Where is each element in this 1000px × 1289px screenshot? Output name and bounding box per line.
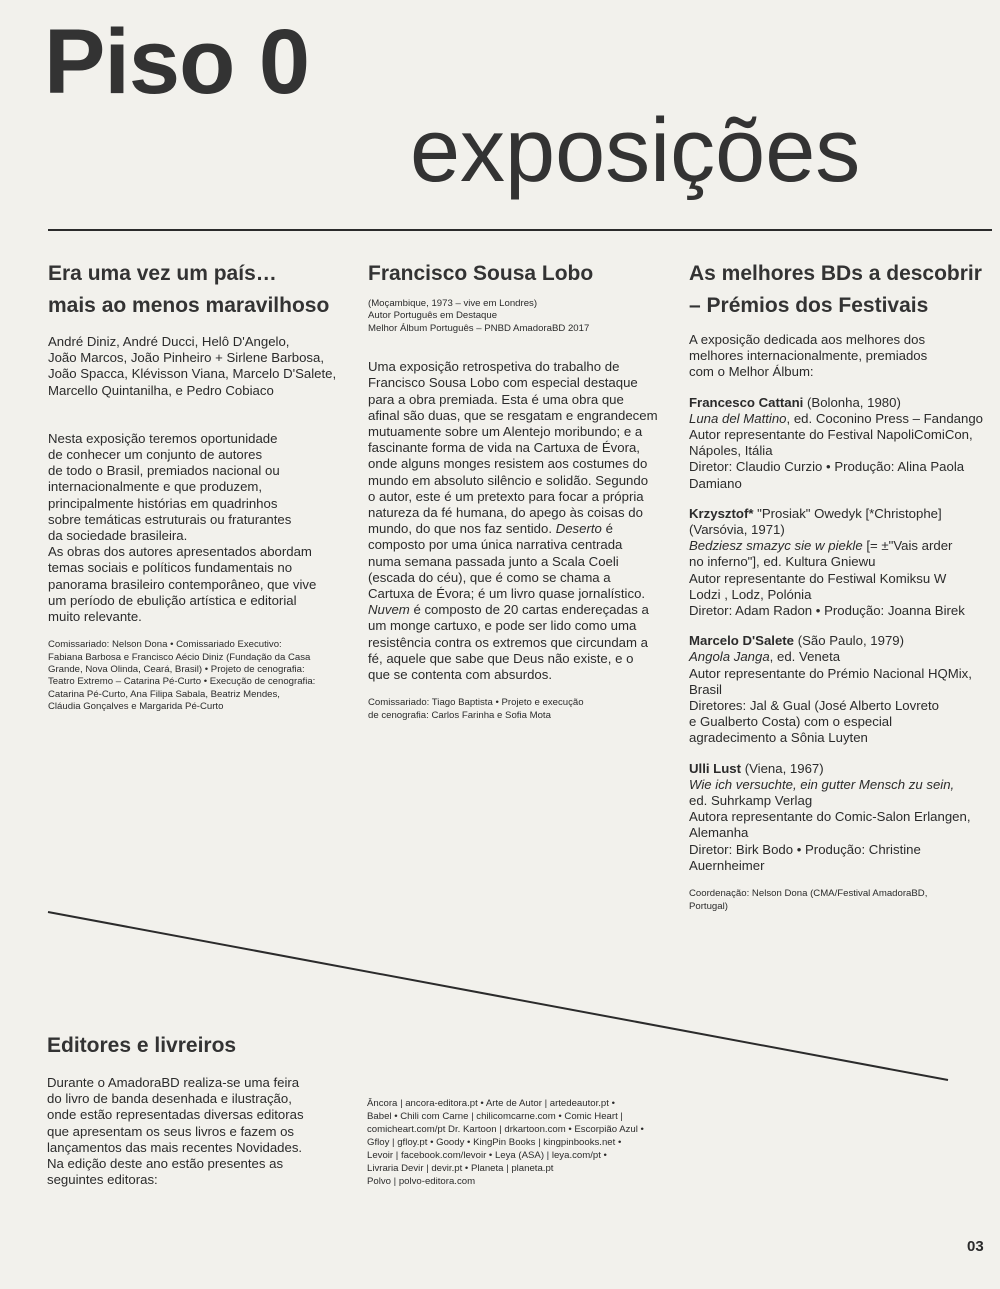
page-number: 03 bbox=[967, 1238, 984, 1255]
award-entry: Francesco Cattani (Bolonha, 1980) Luna del Mattino, ed. Coconino Press – Fandango Autor representante do Festival NapoliComiCon, Nápoles, Itália Diretor: Claudio Curzio • Produção: Alina Paola Damiano bbox=[689, 394, 983, 491]
page-title-line1: Piso 0 bbox=[44, 11, 310, 113]
section-paragraph: Nesta exposição teremos oportunidade de conhecer um conjunto de autores de todo o Brasil, premiados nacional ou internacionalmente e que produzem, principalmente histórias em quadrinhos sobre temáticas estruturais ou fraturantes da sociedade brasileira. As obras dos autores apresentados abordam temas sociais e políticos fundamentais no panorama brasileiro contemporâneo, que vive um período de ebulição artística e editorial muito relevante. bbox=[48, 430, 317, 625]
section-heading: As melhores BDs a descobrir – Prémios dos Festivais bbox=[689, 262, 982, 317]
section-credits: Coordenação: Nelson Dona (CMA/Festival AmadoraBD, Portugal) bbox=[689, 888, 928, 912]
award-entry: Marcelo D'Salete (São Paulo, 1979) Angola Janga, ed. Veneta Autor representante do Prémio Nacional HQMix, Brasil Diretores: Jal & Gual (José Alberto Lovreto e Gualberto Costa) com o especial agradecimento a Sônia Luyten bbox=[689, 633, 972, 746]
editors-list: Âncora | ancora-editora.pt • Arte de Autor | artedeautor.pt • Babel • Chili com Carne | chilicomcarne.com • Comic Heart | comicheart.com/pt Dr. Kartoon | drkartoon.com • Escorpião Azul • Gfloy | gfloy.pt • Goody • KingPin Books | kingpinbooks.net • Levoir | facebook.com/levoir • Leya (ASA) | leya.com/pt • Livraria Devir | devir.pt • Planeta | planeta.pt Polvo | polvo-editora.com bbox=[367, 1098, 644, 1187]
work-title: Nuvem bbox=[368, 602, 410, 618]
work-title: Deserto bbox=[555, 521, 602, 537]
editors-heading: Editores e livreiros bbox=[47, 1034, 237, 1057]
section-credits: Comissariado: Tiago Baptista • Projeto e execução de cenografia: Carlos Farinha e Sofia Mota bbox=[368, 697, 584, 721]
editors-paragraph: Durante o AmadoraBD realiza-se uma feira do livro de banda desenhada e ilustração, onde estão representadas diversas editoras que apresentam os seus livros e fazem os lançamentos das mais recentes Novidades. Na edição deste ano estão presentes as seguintes editoras: bbox=[47, 1075, 304, 1188]
section-intro: A exposição dedicada aos melhores dos melhores internacionalmente, premiados com o Melhor Álbum: bbox=[689, 332, 928, 380]
section-credits: Comissariado: Nelson Dona • Comissariado Executivo: Fabiana Barbosa e Francisco Aécio Diniz (Fundação da Casa Grande, Nova Olinda, Ceará, Brasil) • Projeto de cenografia: Teatro Extremo – Catarina Pé-Curto • Execução de cenografia: Catarina Pé-Curto, Ana Filipa Sabala, Beatriz Mendes, Cláudia Gonçalves e Margarida Pé-Curto bbox=[48, 639, 316, 713]
author-meta: (Moçambique, 1973 – vive em Londres) Autor Português em Destaque Melhor Álbum Português – PNBD AmadoraBD 2017 bbox=[368, 298, 590, 334]
award-entry: Krzysztof* "Prosiak" Owedyk [*Christophe] (Varsóvia, 1971) Bedziesz smazyc sie w piekle [= ±"Vais arder no inferno"], ed. Kultura Gniewu Autor representante do Festiwal Komiksu W Lodzi , Lodz, Polónia Diretor: Adam Radon • Produção: Joanna Birek bbox=[689, 505, 965, 619]
section-heading: Era uma vez um país… mais ao menos maravilhoso bbox=[48, 262, 330, 317]
section-heading: Francisco Sousa Lobo bbox=[368, 262, 594, 285]
section-paragraph: Uma exposição retrospetiva do trabalho de Francisco Sousa Lobo com especial destaque para a obra premiada. Esta é uma obra que afinal são duas, que se resgatam e engrandecem mutuamente sobre um Alentejo moribundo; e a fascinante forma de vida na Cartuxa de Évora, onde alguns monges resistem aos costumes do mundo em absoluto silêncio e solidão. Segundo o autor, este é um pretexto para focar a própria natureza da fé humana, do apego às coisas do mundo, do que nos faz sentido. Deserto é composto por uma única narrativa centrada numa semana passada junto a Scala Coeli (escada do céu), que é como se chama a Cartuxa de Évora; é um livro quase jornalístico. Nuvem é composto de 20 cartas endereçadas a um monge cartuxo, e pode ser lido como uma resistência contra os extremos que circundam a fé, aquele que sabe que Deus não existe, e o que se contenta com absurdos. bbox=[368, 359, 658, 683]
award-entry: Ulli Lust (Viena, 1967) Wie ich versuchte, ein gutter Mensch zu sein, ed. Suhrkamp Verlag Autora representante do Comic-Salon Erlangen, Alemanha Diretor: Birk Bodo • Produção: Christine Auernheimer bbox=[689, 760, 971, 873]
page-title-line2: exposições bbox=[410, 101, 861, 201]
authors-list: André Diniz, André Ducci, Helô D'Angelo, João Marcos, João Pinheiro + Sirlene Barbosa, João Spacca, Klévisson Viana, Marcelo D'Salete, Marcello Quintanilha, e Pedro Cobiaco bbox=[48, 334, 337, 398]
